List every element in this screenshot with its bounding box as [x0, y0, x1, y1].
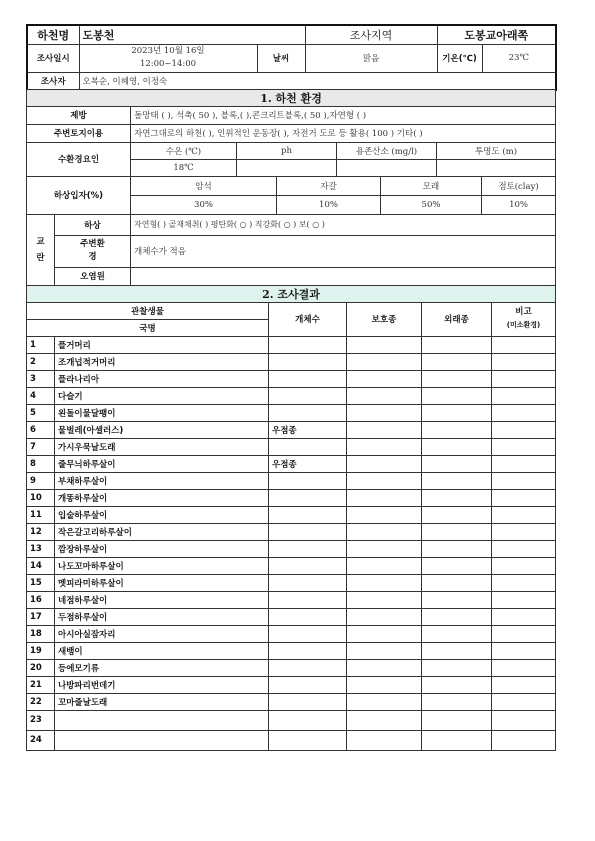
- species-name: 두점하루살이: [55, 608, 269, 625]
- foreign-cell: [422, 557, 492, 574]
- bed-header-clay: 점토(clay): [482, 176, 556, 195]
- note-cell: [492, 455, 556, 472]
- survey-datetime: [79, 44, 257, 72]
- foreign-cell: [422, 353, 492, 370]
- protected-cell: [347, 730, 422, 750]
- protected-cell: [347, 523, 422, 540]
- bed-header-rock: 암석: [131, 176, 277, 195]
- species-name: [55, 710, 269, 730]
- individual-count: [269, 591, 347, 608]
- river-name: 도봉천: [79, 25, 305, 44]
- species-name: 나방파리번데기: [55, 676, 269, 693]
- survey-form: [26, 24, 555, 751]
- note-cell: [492, 387, 556, 404]
- datetime-label: 조사일시: [27, 44, 79, 72]
- survey-time: 12:00~14:00: [139, 59, 197, 69]
- foreign-cell: [422, 438, 492, 455]
- foreign-cell: [422, 574, 492, 591]
- bed-value-clay: 10%: [482, 195, 556, 214]
- water-value-do: [337, 159, 437, 176]
- note-cell: [492, 404, 556, 421]
- table-row: [27, 455, 556, 472]
- region-label: 조사지역: [305, 25, 437, 44]
- note-cell: [492, 730, 556, 750]
- row-number: 6: [27, 421, 55, 438]
- results-table: [26, 285, 556, 751]
- protected-cell: [347, 438, 422, 455]
- note-cell: [492, 710, 556, 730]
- note-cell: [492, 506, 556, 523]
- table-row: [27, 353, 556, 370]
- individual-count: 우점종: [269, 421, 347, 438]
- table-row: [27, 608, 556, 625]
- foreign-cell: [422, 421, 492, 438]
- disturb-bed-value: 자연형( ) 골재채취( ) 평탄화( ○ ) 직강화( ○ ) 보( ○ ): [131, 214, 556, 235]
- disturb-bed-label: 하상: [55, 214, 131, 235]
- individual-count: [269, 438, 347, 455]
- col-count: 개체수: [269, 302, 347, 336]
- foreign-cell: [422, 676, 492, 693]
- note-cell: [492, 336, 556, 353]
- species-name: 등에모기류: [55, 659, 269, 676]
- foreign-cell: [422, 506, 492, 523]
- foreign-cell: [422, 455, 492, 472]
- species-name: 입술하루살이: [55, 506, 269, 523]
- pollution-label: 오염원: [55, 267, 131, 285]
- embankment-label: 제방: [27, 106, 131, 124]
- row-number: 14: [27, 557, 55, 574]
- individual-count: [269, 472, 347, 489]
- foreign-cell: [422, 608, 492, 625]
- species-name: 플라나리아: [55, 370, 269, 387]
- table-row: [27, 421, 556, 438]
- species-name: 왼돌이물달팽이: [55, 404, 269, 421]
- disturb-env-label-text: 주변환경: [80, 239, 105, 262]
- table-row: [27, 625, 556, 642]
- protected-cell: [347, 455, 422, 472]
- individual-count: [269, 336, 347, 353]
- foreign-cell: [422, 730, 492, 750]
- species-name: 멧피라미하루살이: [55, 574, 269, 591]
- species-name: 꼬마줄날도래: [55, 693, 269, 710]
- table-row: [27, 591, 556, 608]
- weather-label: 날씨: [257, 44, 305, 72]
- row-number: 19: [27, 642, 55, 659]
- surveyor-value: 오복순, 이혜영, 이정숙: [79, 72, 556, 90]
- protected-cell: [347, 659, 422, 676]
- protected-cell: [347, 353, 422, 370]
- row-number: 22: [27, 693, 55, 710]
- protected-cell: [347, 489, 422, 506]
- water-value-clarity: [437, 159, 556, 176]
- table-row: [27, 659, 556, 676]
- note-cell: [492, 540, 556, 557]
- individual-count: [269, 540, 347, 557]
- col-protected: 보호종: [347, 302, 422, 336]
- individual-count: [269, 370, 347, 387]
- water-header-clarity: 투명도 (m): [437, 142, 556, 159]
- foreign-cell: [422, 693, 492, 710]
- col-note: [492, 302, 556, 336]
- protected-cell: [347, 642, 422, 659]
- species-name: 네점하루살이: [55, 591, 269, 608]
- table-row: [27, 472, 556, 489]
- disturb-env-label: [55, 235, 131, 267]
- bed-value-rock: 30%: [131, 195, 277, 214]
- disturb-label: [27, 214, 55, 285]
- table-row: [27, 489, 556, 506]
- species-name: 나도꼬마하루살이: [55, 557, 269, 574]
- species-name: 깜장하루살이: [55, 540, 269, 557]
- foreign-cell: [422, 336, 492, 353]
- table-row: [27, 438, 556, 455]
- individual-count: [269, 710, 347, 730]
- row-number: 20: [27, 659, 55, 676]
- protected-cell: [347, 710, 422, 730]
- note-cell: [492, 421, 556, 438]
- row-number: 11: [27, 506, 55, 523]
- row-number: 4: [27, 387, 55, 404]
- individual-count: [269, 574, 347, 591]
- embankment-value: 돌망태 ( ), 석축( 50 ), 블록,( ),콘크리트블록,( 50 ),자연형 ( ): [131, 106, 556, 124]
- row-number: 13: [27, 540, 55, 557]
- section2-title: 2. 조사결과: [27, 285, 556, 302]
- species-name: 가시우묵날도래: [55, 438, 269, 455]
- water-label: 수환경요인: [27, 142, 131, 176]
- water-header-temp: 수온 (℃): [131, 142, 237, 159]
- row-number: 18: [27, 625, 55, 642]
- row-number: 9: [27, 472, 55, 489]
- temp-label: 기온(℃): [437, 44, 482, 72]
- river-label: 하천명: [27, 25, 79, 44]
- foreign-cell: [422, 472, 492, 489]
- table-row: [27, 730, 556, 750]
- foreign-cell: [422, 540, 492, 557]
- foreign-cell: [422, 591, 492, 608]
- col-foreign: 외래종: [422, 302, 492, 336]
- table-row: [27, 506, 556, 523]
- foreign-cell: [422, 659, 492, 676]
- individual-count: [269, 404, 347, 421]
- individual-count: [269, 659, 347, 676]
- protected-cell: [347, 625, 422, 642]
- species-name: 부채하루살이: [55, 472, 269, 489]
- row-number: 12: [27, 523, 55, 540]
- individual-count: [269, 693, 347, 710]
- protected-cell: [347, 557, 422, 574]
- weather-value: 맑음: [305, 44, 437, 72]
- col-note-label: 비고: [515, 307, 532, 317]
- landuse-value: 자연그대로의 하천( ), 인위적인 운동장( ), 자전거 도로 등 활용( 100 ) 기타( ): [131, 124, 556, 142]
- table-row: [27, 574, 556, 591]
- table-row: [27, 404, 556, 421]
- bed-header-gravel: 자갈: [277, 176, 381, 195]
- table-row: [27, 557, 556, 574]
- note-cell: [492, 489, 556, 506]
- species-name: 줄무늬하루살이: [55, 455, 269, 472]
- species-name: 조개넙적거머리: [55, 353, 269, 370]
- temp-value: 23℃: [482, 44, 556, 72]
- table-row: [27, 693, 556, 710]
- individual-count: [269, 608, 347, 625]
- protected-cell: [347, 540, 422, 557]
- protected-cell: [347, 421, 422, 438]
- table-row: [27, 370, 556, 387]
- result-rows: [27, 336, 556, 750]
- table-row: [27, 540, 556, 557]
- individual-count: [269, 625, 347, 642]
- table-row: [27, 710, 556, 730]
- protected-cell: [347, 387, 422, 404]
- row-number: 21: [27, 676, 55, 693]
- note-cell: [492, 574, 556, 591]
- individual-count: [269, 387, 347, 404]
- note-cell: [492, 472, 556, 489]
- table-row: [27, 336, 556, 353]
- row-number: 2: [27, 353, 55, 370]
- row-number: 16: [27, 591, 55, 608]
- note-cell: [492, 693, 556, 710]
- individual-count: [269, 557, 347, 574]
- row-number: 24: [27, 730, 55, 750]
- row-number: 10: [27, 489, 55, 506]
- individual-count: [269, 489, 347, 506]
- survey-date: 2023년 10월 16일: [131, 46, 205, 56]
- protected-cell: [347, 591, 422, 608]
- bed-header-sand: 모래: [381, 176, 482, 195]
- water-header-ph: ph: [237, 142, 337, 159]
- surveyor-label: 조사자: [27, 72, 79, 90]
- note-cell: [492, 557, 556, 574]
- species-name: 플거머리: [55, 336, 269, 353]
- individual-count: [269, 642, 347, 659]
- foreign-cell: [422, 404, 492, 421]
- individual-count: [269, 353, 347, 370]
- table-row: [27, 387, 556, 404]
- protected-cell: [347, 608, 422, 625]
- row-number: 23: [27, 710, 55, 730]
- individual-count: [269, 676, 347, 693]
- bed-value-gravel: 10%: [277, 195, 381, 214]
- disturb-label-text: 교란: [36, 236, 45, 263]
- foreign-cell: [422, 523, 492, 540]
- protected-cell: [347, 676, 422, 693]
- individual-count: [269, 523, 347, 540]
- protected-cell: [347, 506, 422, 523]
- water-value-temp: 18℃: [131, 159, 237, 176]
- bed-value-sand: 50%: [381, 195, 482, 214]
- row-number: 7: [27, 438, 55, 455]
- individual-count: [269, 506, 347, 523]
- protected-cell: [347, 370, 422, 387]
- individual-count: [269, 730, 347, 750]
- species-name: 작은갈고리하루살이: [55, 523, 269, 540]
- species-name: 아시아실잠자리: [55, 625, 269, 642]
- col-observed: 관찰생물: [27, 302, 269, 319]
- note-cell: [492, 523, 556, 540]
- species-name: [55, 730, 269, 750]
- foreign-cell: [422, 489, 492, 506]
- species-name: 물벌레(아셀러스): [55, 421, 269, 438]
- foreign-cell: [422, 710, 492, 730]
- individual-count: 우점종: [269, 455, 347, 472]
- species-name: 개똥하루살이: [55, 489, 269, 506]
- species-name: 새뱅이: [55, 642, 269, 659]
- note-cell: [492, 642, 556, 659]
- row-number: 15: [27, 574, 55, 591]
- note-cell: [492, 625, 556, 642]
- row-number: 8: [27, 455, 55, 472]
- note-cell: [492, 676, 556, 693]
- table-row: [27, 523, 556, 540]
- table-row: [27, 676, 556, 693]
- water-value-ph: [237, 159, 337, 176]
- protected-cell: [347, 574, 422, 591]
- region-value: 도봉교아래쪽: [437, 25, 556, 44]
- landuse-label: 주변토지이용: [27, 124, 131, 142]
- col-note-sub: (미소환경): [506, 321, 541, 329]
- col-name: 국명: [27, 319, 269, 336]
- foreign-cell: [422, 387, 492, 404]
- note-cell: [492, 608, 556, 625]
- protected-cell: [347, 693, 422, 710]
- section1-title: 1. 하천 환경: [27, 89, 556, 106]
- disturb-env-value: 개체수가 적음: [131, 235, 556, 267]
- note-cell: [492, 659, 556, 676]
- foreign-cell: [422, 370, 492, 387]
- note-cell: [492, 591, 556, 608]
- foreign-cell: [422, 642, 492, 659]
- foreign-cell: [422, 625, 492, 642]
- protected-cell: [347, 472, 422, 489]
- note-cell: [492, 370, 556, 387]
- header-table: [26, 24, 557, 91]
- protected-cell: [347, 336, 422, 353]
- environment-table: [26, 89, 556, 286]
- row-number: 3: [27, 370, 55, 387]
- note-cell: [492, 353, 556, 370]
- row-number: 5: [27, 404, 55, 421]
- note-cell: [492, 438, 556, 455]
- water-header-do: 용존산소 (mg/l): [337, 142, 437, 159]
- row-number: 1: [27, 336, 55, 353]
- row-number: 17: [27, 608, 55, 625]
- protected-cell: [347, 404, 422, 421]
- species-name: 다슬기: [55, 387, 269, 404]
- bed-label: 하상입자(%): [27, 176, 131, 214]
- table-row: [27, 642, 556, 659]
- pollution-value: [131, 267, 556, 285]
